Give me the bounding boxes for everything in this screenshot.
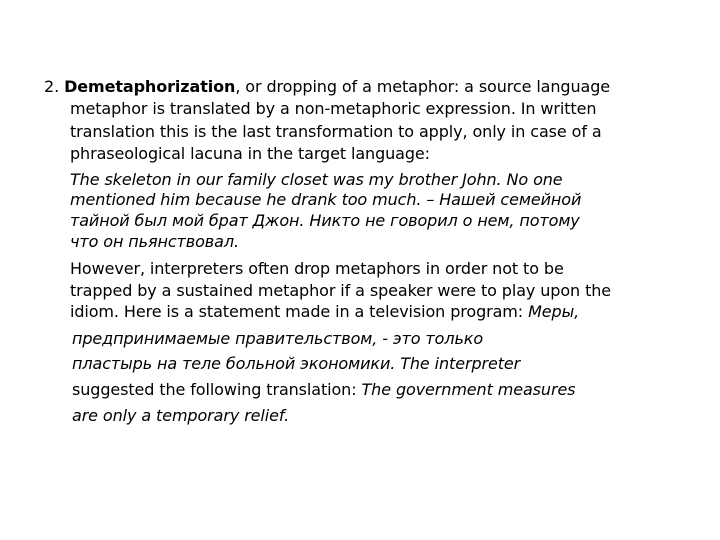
paragraph-line-1 (44, 77, 610, 97)
example1-line-2: mentioned him because he drank too much. – Нашей семейной (70, 190, 582, 209)
paragraph-line-4: phraseological lacuna in the target language: (70, 144, 430, 163)
example2-line-3 (70, 302, 579, 322)
example2-line-7: are only a temporary relief. (72, 406, 290, 425)
example2-line-4: предпринимаемые правительством, - это только (72, 329, 484, 348)
example1-line-4: что он пьянствовал. (70, 232, 239, 251)
example2-line-6-text: suggested the following translation: (72, 380, 362, 399)
definition-text: , or dropping of a metaphor: a source language (235, 77, 611, 96)
term-demetaphorization: Demetaphorization (64, 77, 236, 96)
example2-line-6 (72, 380, 575, 400)
example1-line-3: тайной был мой брат Джон. Никто не говорил о нем, потому (70, 211, 580, 230)
paragraph-line-3: translation this is the last transformation to apply, only in case of a (70, 122, 602, 141)
example1-line-1: The skeleton in our family closet was my brother John. No one (70, 170, 563, 189)
paragraph-number: 2. (44, 77, 60, 96)
example2-line-3-italic: Меры, (528, 302, 580, 321)
example2-line-6-italic: The government measures (361, 380, 576, 399)
example2-line-1: However, interpreters often drop metaphors in order not to be (70, 259, 564, 278)
example2-line-3-text: idiom. Here is a statement made in a television program: (70, 302, 529, 321)
example2-line-2: trapped by a sustained metaphor if a speaker were to play upon the (70, 281, 612, 300)
paragraph-line-2: metaphor is translated by a non-metaphoric expression. In written (70, 99, 597, 118)
example2-line-5: пластырь на теле больной экономики. The interpreter (72, 354, 521, 373)
